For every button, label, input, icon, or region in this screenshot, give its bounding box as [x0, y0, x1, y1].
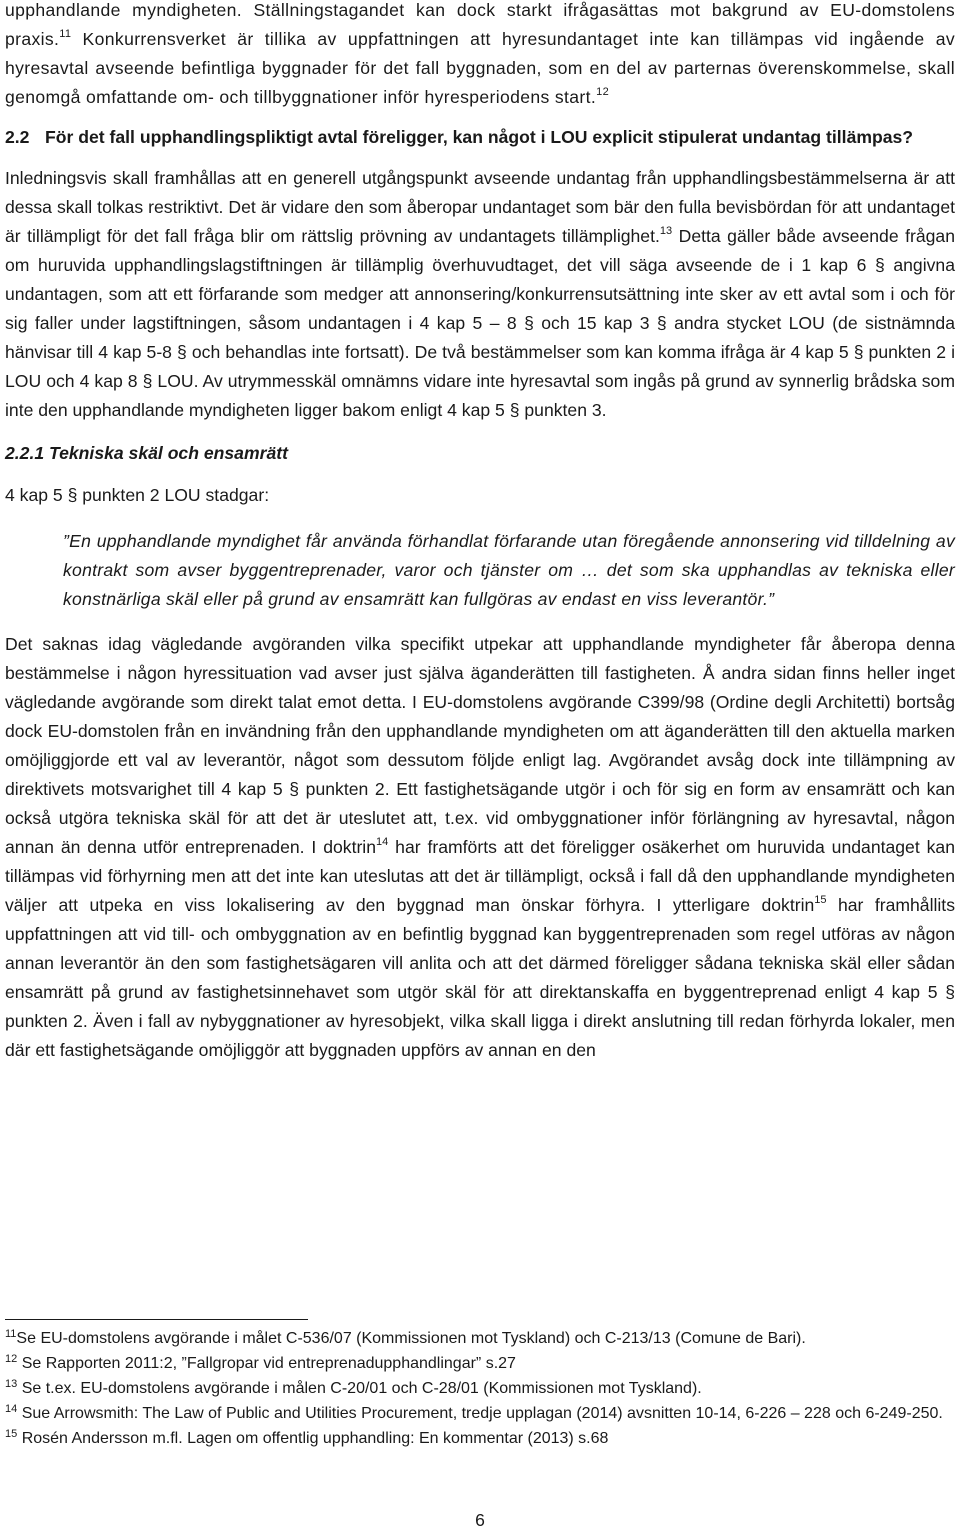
section-title: För det fall upphandlingspliktigt avtal föreligger, kan något i LOU explicit stipulerat undantag tillämpas? [45, 127, 914, 147]
page-number: 6 [475, 1510, 485, 1530]
footnote-ref-11[interactable]: 11 [59, 28, 72, 40]
footnote-14: $^{14}$ Sue Arrowsmith: The Law of Public and Utilities Procurement, tredje upplagan (2014) avsnitten 10-14, 6-226 – 228 och 6-249-250. [5, 1403, 943, 1422]
footnote-15: $^{15}$ Rosén Andersson m.fl. Lagen om offentlig upphandling: En kommentar (2013) s.68 [5, 1428, 609, 1447]
document-page [5, 0, 955, 1065]
section-number: 2.2 [5, 127, 30, 147]
top-paragraph: upphandlande myndigheten. Ställningstagandet kan dock starkt ifrågasättas mot bakgrund av EU-domstolens praxis.$^{11}$ Konkurrensverket är tillika av uppfattningen att hyresundantaget inte kan tillämpas vid ingående av hyresavtal avseende befintliga byggnader för det fall byggnaden, som en del av parternas överenskommelse, skall genomgå omfattande om- och tillbyggnationer inför hyresperiodens start.$^{12}$ [5, 0, 955, 107]
footnote-number: 13 [5, 1378, 18, 1390]
footnote-13: $^{13}$ Se t.ex. EU-domstolens avgörande i målen C-20/01 och C-28/01 (Kommissionen mot Tyskland). [5, 1378, 702, 1397]
footnote-ref-12[interactable]: 12 [596, 86, 610, 98]
statute-intro: 4 kap 5 § punkten 2 LOU stadgar: [5, 485, 270, 505]
footnote-separator [5, 1319, 308, 1320]
analysis-paragraph: Det saknas idag vägledande avgöranden vilka specifikt utpekar att upphandlande myndigheter får åberopa denna bestämmelse i någon hyressituation vad avser just själva äganderätten till fastigheten. Å andra sidan finns heller inget vägledande avgörande som direkt talat emot detta. I EU-domstolens avgörande C399/98 (Ordine degli Architetti) bortsåg dock EU-domstolen från en invändning från den upphandlande myndigheten om att äganderätten till den aktuella marken omöjliggjorde ett val av leverantör, något som dessutom följde enligt lag. Avgörandet avsåg dock inte tillämpning av direktivets motsvarighet till 4 kap 5 § punkten 2. Ett fastighetsägande utgör i och för sig en form av ensamrätt och kan också utgöra tekniska skäl för att det är uteslutet att, t.ex. vid ombyggnationer inför förlängning av hyresavtal, någon annan än denna utför entreprenaden. I doktrin$^{14}$ har framförts att det föreligger osäkerhet om huruvida undantaget kan tillämpas vid förhyrning men att det inte kan uteslutas att det är tillämpligt, också i fall då den upphandlande myndigheten väljer att utpeka en viss lokalisering av den byggnad man önskar förhyra. I ytterligare doktrin$^{15}$ har framhållits uppfattningen att vid till- och ombyggnation av en befintlig byggnad kan byggentreprenaden som regel utföras av någon annan leverantör än den som fastighetsägaren vill anlita och att det därmed föreligger sådana tekniska skäl eller sådan ensamrätt på grund av fastighetsinnehavet som utgör skäl för att direktanskaffa en byggentreprenad enligt 4 kap 5 § punkten 2. Även i fall av nybyggnationer av hyresobjekt, vilka skall ligga i direkt anslutning till redan förhyrda lokaler, men där ett fastighetsägande omöjliggör att byggnaden uppförs av annan en den [5, 634, 955, 1060]
section-2-2-paragraph: Inledningsvis skall framhållas att en generell utgångspunkt avseende undantag från upphandlingsbestämmelserna är att dessa skall tolkas restriktivt. Det är vidare den som åberopar undantaget som bär den fulla bevisbördan för att undantaget är tillämpligt för det fall fråga blir om rättslig prövning av undantagets tillämplighet.$^{13}$ Detta gäller både avseende frågan om huruvida upphandlingslagstiftningen är tillämplig överhuvudtaget, det vill säga avseende de i 1 kap 6 § angivna undantagen, som att ett förfarande som medger att annonsering/konkurrensutsättning inte sker av ett avtal som i och för sig faller under lagstiftningen, såsom undantagen i 4 kap 5 – 8 § och 15 kap 3 § andra stycket LOU (de sistnämnda hänvisar till 4 kap 5-8 § och behandlas inte fortsatt). De två bestämmelser som kan komma ifråga är 4 kap 5 § punkten 2 i LOU och 4 kap 8 § LOU. Av utrymmesskäl omnämns vidare inte hyresavtal som ingås på grund av synnerlig brådska som inte den upphandlande myndigheten ligger bakom enligt 4 kap 5 § punkten 3. [5, 168, 955, 420]
footnote-number: 14 [5, 1403, 18, 1415]
footnote-ref-13[interactable]: 13 [659, 225, 673, 237]
statute-quote: ”En upphandlande myndighet får använda förhandlat förfarande utan föregående annonsering vid tilldelning av kontrakt som avser byggentreprenader, varor och tjänster om … det som ska upphandlas av tekniska eller konstnärliga skäl eller på grund av ensamrätt kan fullgöras av endast en viss leverantör.” [63, 531, 955, 609]
footnote-11: $^{11}$Se EU-domstolens avgörande i målet C-536/07 (Kommissionen mot Tyskland) och C-213/13 (Comune de Bari). [5, 1328, 806, 1347]
subsection-heading-2-2-1: 2.2.1 Tekniska skäl och ensamrätt [5, 443, 288, 463]
footnote-12: $^{12}$ Se Rapporten 2011:2, ”Fallgropar vid entreprenadupphandlingar” s.27 [5, 1353, 516, 1372]
footnote-number: 11 [5, 1328, 17, 1340]
footnote-number: 15 [5, 1428, 18, 1440]
footnote-ref-15[interactable]: 15 [814, 894, 827, 906]
footnote-number: 12 [5, 1353, 18, 1365]
footnotes [5, 1326, 955, 1451]
footnote-ref-14[interactable]: 14 [376, 836, 389, 848]
section-heading-2-2 [5, 123, 955, 152]
